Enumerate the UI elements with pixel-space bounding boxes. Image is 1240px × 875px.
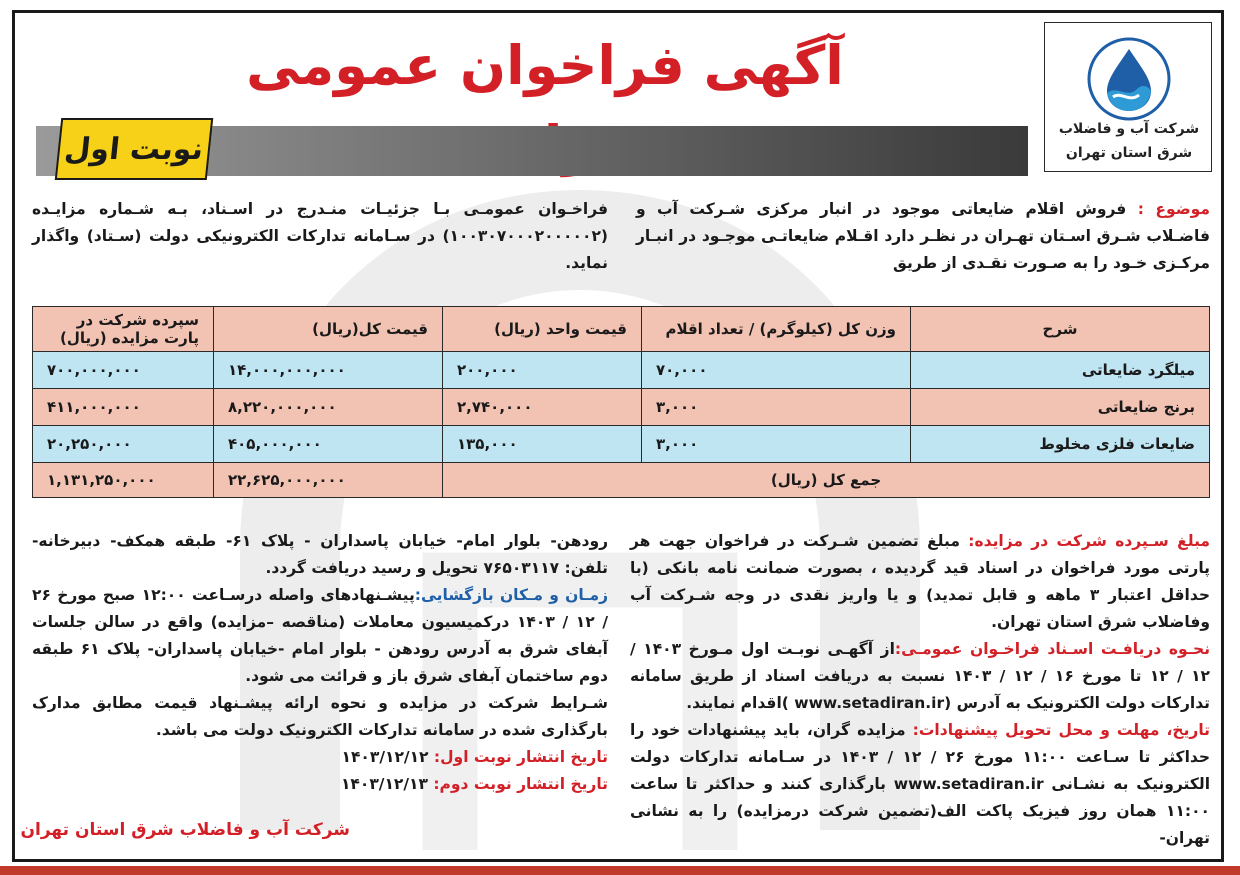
col-unit-price: قیمت واحد (ریال) bbox=[443, 307, 642, 352]
company-name-line2: شرق استان تهران bbox=[1065, 145, 1193, 161]
table-row bbox=[33, 352, 1210, 389]
sum-deposit: ۱,۱۳۱,۲۵۰,۰۰۰ bbox=[33, 463, 214, 498]
cell-deposit: ۴۱۱,۰۰۰,۰۰۰ bbox=[33, 389, 214, 426]
cell-unit-price: ۱۳۵,۰۰۰ bbox=[443, 426, 642, 463]
cell-desc: ضایعات فلزی مخلوط bbox=[911, 426, 1210, 463]
page-title: آگهی فراخوان عمومی bbox=[246, 34, 844, 97]
table-row bbox=[33, 389, 1210, 426]
cell-unit-price: ۲۰۰,۰۰۰ bbox=[443, 352, 642, 389]
publish-first-date: ۱۴۰۳/۱۲/۱۲ bbox=[341, 748, 429, 766]
cell-unit-price: ۲,۷۴۰,۰۰۰ bbox=[443, 389, 642, 426]
documents-label: نحـوه دریافـت اسـناد فراخـوان عمومـی: bbox=[894, 640, 1211, 658]
opening-label: زمـان و مـکان بازگشایی: bbox=[414, 586, 608, 604]
cell-weight: ۷۰,۰۰۰ bbox=[642, 352, 911, 389]
intro-text: فراخـوان عمومـی بـا جزئیـات منـدرج در اسـناد، بـه شـماره مزایـده (۱۰۰۳۰۷۰۰۰۲۰۰۰۰۰۲) در سـامانه تدارکات الکترونیکی دولت (سـتاد) واگذار نماید. bbox=[32, 200, 608, 272]
address-text: رودهن- بلوار امام- خیابان پاسداران - پلاک ۶۱- طبقه همکف- دبیرخانه- تلفن: ۷۶۵۰۳۱۱۷ تحویل و رسید دریافت گردد. bbox=[32, 532, 609, 577]
opening-section bbox=[32, 582, 608, 690]
cell-weight: ۳,۰۰۰ bbox=[642, 389, 911, 426]
publish-first bbox=[32, 744, 608, 771]
table-header-row bbox=[33, 307, 1210, 352]
deposit-text: مبلغ تضمین شـرکت در فراخوان جهت هر پارتی مورد فراخوان در اسناد قید گردیده ، بصورت ضمانت نامه بانکی (با حداقل اعتبار ۳ ماهه و قابل تمدید) و یا واریز نقدی در وجه شـرکت آب وفاضلاب شرق استان تهران. bbox=[630, 532, 1210, 631]
intro-paragraph bbox=[32, 196, 608, 277]
left-column bbox=[32, 528, 608, 798]
cell-weight: ۳,۰۰۰ bbox=[642, 426, 911, 463]
sum-total: ۲۲,۶۲۵,۰۰۰,۰۰۰ bbox=[214, 463, 443, 498]
round-badge: نوبت اول bbox=[55, 118, 214, 180]
cell-desc: میلگرد ضایعاتی bbox=[911, 352, 1210, 389]
submission-label: تاریخ، مهلت و محل تحویل پیشنهادات: bbox=[912, 721, 1210, 739]
table-row bbox=[33, 426, 1210, 463]
publish-second bbox=[32, 771, 608, 798]
table-total-row bbox=[33, 463, 1210, 498]
deposit-label: مبلغ سـپرده شرکت در مزایده: bbox=[968, 532, 1210, 550]
right-column bbox=[630, 528, 1210, 852]
subject-paragraph bbox=[636, 196, 1210, 277]
company-logo-box bbox=[1044, 22, 1212, 172]
cell-total-price: ۴۰۵,۰۰۰,۰۰۰ bbox=[214, 426, 443, 463]
cell-desc: برنج ضایعاتی bbox=[911, 389, 1210, 426]
water-drop-logo-icon bbox=[1087, 37, 1171, 121]
deposit-section bbox=[630, 528, 1210, 636]
cell-total-price: ۸,۲۲۰,۰۰۰,۰۰۰ bbox=[214, 389, 443, 426]
col-deposit: سپرده شرکت در پارت مزایده (ریال) bbox=[33, 307, 214, 352]
documents-text: از آگهـی نوبـت اول مـورخ ۱۴۰۳ / ۱۲ / ۱۲ تا مورخ ۱۶ / ۱۲ / ۱۴۰۳ نسبت به دریافت اسناد از طریق سامانه تدارکات دولت الکترونیک به آدرس (www.setadiran.ir )اقدام نمایند. bbox=[630, 640, 1210, 712]
col-desc: شرح bbox=[911, 307, 1210, 352]
opening-text: پیشـنهادهای واصله درسـاعت ۱۲:۰۰ صبح مورخ ۲۶ / ۱۲ / ۱۴۰۳ درکمیسیون معاملات (مناقصه –مزایده) واقع در سالن جلسات آبفای شرق به آدرس رودهن - بلوار امام -خیابان پاسداران- پلاک ۶۱ طبقه دوم ساختمان آبفای شرق باز و قرائت می شود. bbox=[32, 586, 608, 685]
sum-label: جمع کل (ریال) bbox=[443, 463, 1210, 498]
submission-section bbox=[630, 717, 1210, 852]
conditions-text: شـرایط شرکت در مزایده و نحوه ارائه پیشـنهاد قیمت مطابق مدارک بارگذاری شده در سامانه تدارکات الکترونیک دولت می باشد. bbox=[32, 694, 608, 739]
publish-second-date: ۱۴۰۳/۱۲/۱۳ bbox=[340, 775, 428, 793]
bottom-rule bbox=[0, 866, 1240, 875]
publish-second-label: تاریخ انتشار نوبت دوم: bbox=[433, 775, 608, 793]
items-table bbox=[32, 306, 1210, 498]
footer-company-name: شرکت آب و فاضلاب شرق استان تهران bbox=[20, 820, 350, 840]
cell-total-price: ۱۴,۰۰۰,۰۰۰,۰۰۰ bbox=[214, 352, 443, 389]
col-weight: وزن کل (کیلوگرم) / تعداد اقلام bbox=[642, 307, 911, 352]
publish-first-label: تاریخ انتشار نوبت اول: bbox=[433, 748, 608, 766]
subject-text: فروش اقلام ضایعاتی موجود در انبار مرکزی شـرکت آب و فاضـلاب شـرق اسـتان تهـران در نظـر دارد اقـلام ضایعاتـی موجـود در انبـار مرکـزی خـود را به صـورت نقـدی از طریق bbox=[636, 200, 1210, 272]
cell-deposit: ۷۰۰,۰۰۰,۰۰۰ bbox=[33, 352, 214, 389]
submission-text: مزایده گران، باید پیشنهادات خود را حداکثر تا سـاعت ۱۱:۰۰ مورخ ۲۶ / ۱۲ / ۱۴۰۳ در سـامانه تدارکات دولت الکترونیک به نشـانی www.setadiran.ir بارگذاری کنند و حداکثر تا ساعت ۱۱:۰۰ همان روز فیزیک پاکت الف(تضمین شرکت درمزایده) را به نشانی تهران- bbox=[630, 721, 1211, 847]
col-total-price: قیمت کل(ریال) bbox=[214, 307, 443, 352]
company-name-line1: شرکت آب و فاضلاب bbox=[1058, 121, 1200, 137]
subject-label: موضوع : bbox=[1137, 200, 1210, 218]
cell-deposit: ۲۰,۲۵۰,۰۰۰ bbox=[33, 426, 214, 463]
documents-section bbox=[630, 636, 1210, 717]
